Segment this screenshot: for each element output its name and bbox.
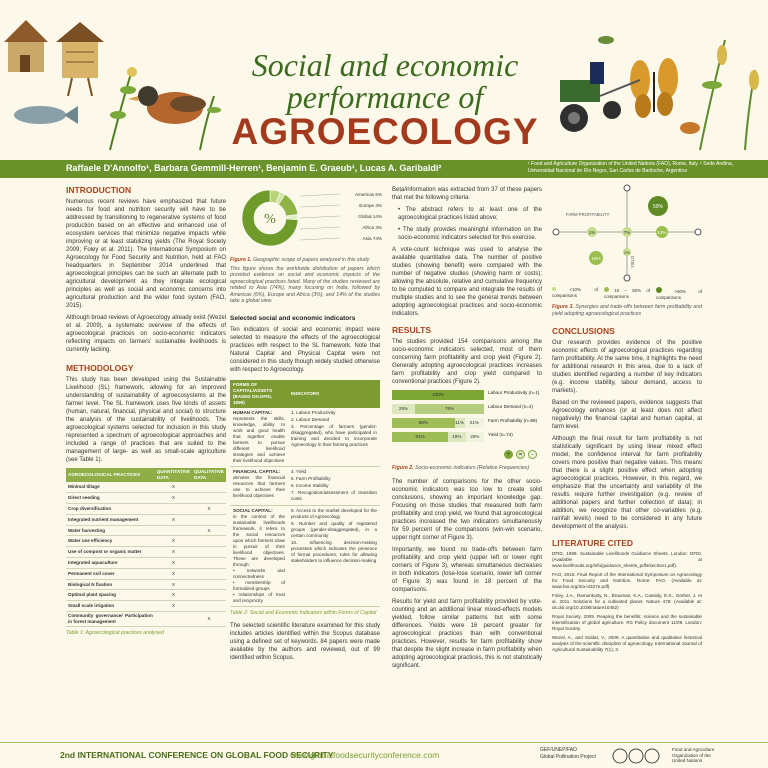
table-row (230, 466, 380, 505)
title-main: AGROECOLOGY (231, 111, 539, 152)
table-1-caption: Table 1: Agroecological practices analysed (66, 630, 164, 637)
legend-connector (300, 238, 340, 240)
figure-3-caption-label: Figure 3. (552, 304, 574, 310)
fig3-axis-right-marker (695, 229, 701, 235)
figure-2-bars (392, 390, 542, 462)
capital-bullet: • relationships of trust and reciprocity (233, 591, 285, 603)
practice-name: Crop diversification (66, 504, 155, 515)
table-row (66, 525, 226, 536)
figure-3-caption-text: Synergies and trade-offs between farm profitability and yield adopting agroecological practices (552, 304, 702, 317)
capital-name: HUMAN CAPITAL: (233, 409, 273, 415)
practices-table (66, 468, 226, 627)
indicators-header-capital: FORMS OF CAPITAL/ASSETS (BASED ON DFID, 1999) (230, 380, 288, 408)
results-paragraph-1: The studies provided 154 comparisons among the socio-economic indicators selected, most of them concerning farm profitability and crop yield (Figure 2). Generally adopting agroecological practices increases farm profitability and crop yield compared to conventional practices (Figure 2). (392, 339, 542, 385)
practice-name: Optimal plant spacing (66, 590, 155, 601)
practice-quant-mark (155, 612, 192, 627)
legend-entry: Global 14% (358, 214, 382, 219)
indicator-item: 1. Labour Productivity (291, 409, 336, 415)
intro-heading: INTRODUCTION (66, 185, 132, 195)
conclusions-paragraph-1: Our research provides evidence of the positive economic effects of agroecological practices regarding farm profitability. At the same time, it highlights the need for additional research in this area, due to a lack of studies identified regarding a number of key indicators (e.g. income stability, labour demand, access to markets). (552, 340, 702, 394)
indicators-paragraph-2: The selected scientific literature examined for this study includes articles identified within the Scopus database using a defined set of keywords. 84 papers were made available by the authors and reviewed, out of 99 identified within Scopus. (230, 623, 380, 661)
legend-connector (300, 216, 340, 218)
capital-description: in the context of the sustainable livelihoods framework, it refers to the social resources upon which farmers draw in pursuit of their livelihood objectives. These are developed through: (233, 513, 285, 567)
indicators-header-indicators: INDICATORS (288, 380, 380, 408)
bar-segment: 61% (392, 432, 448, 442)
affiliations: ¹ Food and Agriculture Organization of the United Nations (FAO), Rome, Italy. ² Sede Andina, Universidad Nacional de Río Negro, San Carlos de Bariloche, Argentina (528, 161, 734, 174)
figure-1-caption-title: Geographic scope of papers analyzed in this study (253, 257, 370, 263)
practices-header-name: AGROECOLOGICAL PRACTICES (66, 468, 155, 482)
table-2-caption: Table 2: Social and Economic Indicators within Forms of Capital (230, 609, 377, 616)
methodology-heading: METHODOLOGY (66, 363, 134, 373)
practice-quant-mark: X (155, 590, 192, 601)
header-banner (0, 0, 768, 160)
indicator-item: 7. Recognition/assessment of transition costs (291, 489, 377, 501)
figure-2-caption-text: Socio-economic indicators (Relative Frequencies) (415, 465, 530, 471)
indicator-item: 2. Labour Demand (291, 416, 330, 422)
practice-qual-mark: X (192, 525, 226, 536)
reference-item: Wezel, A., and Soldat, V., 2009. A quantitative and qualitative historical analysis of the scientific discipline of agroecology. International Journal of Agricultural Sustainability 7(1), 3. (552, 635, 702, 652)
donut-center-label: % (264, 212, 276, 227)
practice-quant-mark: X (155, 547, 192, 558)
intro-paragraph-1: Numerous recent reviews have emphasized that future needs for food and nutrition security will have to be addressed by transitioning to regenerative systems of food production based on an effective and enhanced use of ecosystem services that minimize negative impacts while improving or at least stabilizing yields (The Royal Society 2009; Foley et al. 2011). The International Symposium on Agroecology for Food Security and Nutrition, held at FAO headquarters in September 2014 underlined that agroecological principles can be such an alternate path to agricultural development as they integrate ecological principles as well as social and economic concerns into agricultural production and the wider food system (FAO, 2015). (66, 199, 226, 309)
capital-name: FINANCIAL CAPITAL: (233, 468, 281, 474)
unep-logo-icon (629, 749, 643, 763)
authors: Raffaele D'Annolfo¹, Barbara Gemmill-Herren¹, Benjamin E. Graeub¹, Lucas A. Garibaldi² (66, 163, 442, 173)
indicator-cell (288, 466, 380, 505)
table-row (66, 536, 226, 547)
results-paragraph-3: Importantly, we found no trade-offs between farm profitability and crop yield (upper left or lower right corners of Figure 3), whereas simultaneous decreases in both indicators (lose-lose scenario, lower left corner of Figure 3) was found in 18 percent of the comparisons. (392, 546, 542, 593)
reference-item: DFID, 1999. Sustainable Livelihoods Guidance Sheets. London: DFID. (Available at www.livelihoods.org/info/guidance_sheets_pdfs/section1.pdf). (552, 551, 702, 568)
table-row (66, 568, 226, 579)
fig3-lower-center-value: 2% (624, 250, 630, 255)
bar-segment: 68% (392, 418, 455, 428)
indicator-item: 9. Number and quality of registered groups (gender-disaggregated), in a certain community (291, 520, 377, 538)
fig3-lower-left-value: 18% (591, 256, 601, 261)
fig3-center-value: 7% (623, 230, 631, 235)
capital-description: represents the skills, knowledge, ability to work and good health that together enable farmers to pursue different livelihood strategies and achieve their livelihood objectives (233, 415, 285, 463)
reference-item: Foley, J.A., Ramankutty, N., Brauman, K.A., Cassidy, E.S., Gerber, J. et al. 2011. Solutions for a cultivated planet. Nature 478: (Available at: dx.doi.org/10.1038/nature10452) (552, 593, 702, 610)
table-row (66, 601, 226, 612)
fig3-right-value: 13% (657, 230, 667, 235)
figure-1-caption-text: This figure shows the worldwide distribution of papers which provided evidence on social and economic impacts of the agroecological practices listed. Many of the studies reviewed are related to Asia (74%), many focusing on India, followed by Americas (6%), Europe and Africa (3%), and 14% of the studies take a global view. (230, 265, 380, 304)
legend-icon: = (516, 450, 525, 459)
table-row (66, 558, 226, 569)
practice-qual-mark (192, 601, 226, 612)
practice-name: Small scale irrigation (66, 601, 155, 612)
fig3-legend-large (656, 287, 702, 300)
bar-segment: 100% (392, 390, 484, 400)
practice-quant-mark: X (155, 579, 192, 590)
figure-1-caption (230, 257, 380, 264)
side-print-strip (705, 560, 713, 740)
legend-connector (300, 227, 340, 229)
legend-icon: + (504, 450, 513, 459)
criteria-intro: Beta/information was extracted from 37 of these papers that met the following criteria: (392, 187, 542, 201)
fig3-legend-small (552, 287, 598, 300)
capital-cell (230, 505, 288, 606)
practice-quant-mark: X (155, 493, 192, 504)
legend-icon: - (528, 450, 537, 459)
practice-qual-mark (192, 514, 226, 525)
practice-name: Minimal tillage (66, 482, 155, 493)
table-row (66, 579, 226, 590)
bar-label: Labour Productivity (n=1) (488, 390, 540, 395)
legend-entry: Asia 74% (362, 236, 382, 241)
author-bar (0, 160, 768, 178)
practice-qual-mark (192, 568, 226, 579)
fig3-upper-right-value: 59% (652, 204, 664, 210)
bar-label: Farm Profitability (n=59) (488, 418, 538, 423)
practice-quant-mark: X (155, 568, 192, 579)
conclusions-paragraph-3: Although the final result for farm profitability is not statistically significant by using linear mixed effect model, the confidence interval for farm profitability covers more positive than negative values. This means that there is a slight positive effect when adopting agroecological practices. However, in this regard, we emphasize that the uncertainty and variability of the results require further investigation (e.g. review of additional papers and further collection of data); in addition, we recognize that other co-variables (e.g. rainfall levels) need to be considered in any future development of the analysis. (552, 436, 702, 530)
figure-1-caption-label: Figure 1. (230, 257, 252, 263)
butterfly-illustration (630, 58, 678, 118)
gef-logo-icon (613, 749, 627, 763)
fig3-legend-large-text: >50% of comparisons (656, 289, 702, 300)
capital-description: denotes the financial resources that farmers use to achieve their livelihood objectives (233, 474, 285, 498)
column-1 (66, 186, 226, 637)
beehive-illustration (56, 22, 104, 96)
crops-illustration (598, 36, 759, 150)
reference-item: FAO, 2015. Final Report of the International Symposium on Agroecology for Food Security and Nutrition. Rome: FAO. (Available at: www.fao.org/3/a-i4327e.pdf) (552, 572, 702, 589)
indicator-cell (288, 408, 380, 467)
practice-qual-mark (192, 493, 226, 504)
fao-name: Food and Agriculture Organization of the United Nations (672, 747, 715, 763)
practice-name: Water use efficiency (66, 536, 155, 547)
table-row (66, 482, 226, 493)
table-row (66, 504, 226, 515)
bar-segment: 25% (392, 404, 415, 414)
tractor-illustration (560, 62, 640, 132)
practice-quant-mark: X (155, 558, 192, 569)
criteria-bullet-1: • The abstract refers to at least one of the agroecological practices listed above; (398, 207, 542, 221)
fig3-legend-medium (604, 287, 650, 300)
practice-qual-mark (192, 536, 226, 547)
results-heading: RESULTS (392, 325, 432, 335)
practice-name: Integrated aquaculture (66, 558, 155, 569)
fig3-legend-medium-text: 10 – 50% of comparisons (604, 288, 650, 299)
indicator-item: 8. Access to the market developed for the products of Agroecology (291, 507, 377, 519)
capital-name: SOCIAL CAPITAL: (233, 507, 273, 513)
bar-label: Yield (n=74) (488, 432, 513, 437)
criteria-bullet-2: • The study provides meaningful information on the socio-economic indicators selected for this exercise. (398, 227, 542, 241)
practice-qual-mark (192, 547, 226, 558)
gef-project-note: GEF/UNEP/FAO Global Pollination Project (540, 747, 596, 760)
table-row (230, 505, 380, 606)
practice-qual-mark (192, 579, 226, 590)
fig3-y-axis-label: YIELD (630, 255, 635, 268)
literature-list (552, 551, 702, 653)
criteria-bullet-1-text: The abstract refers to at least one of the agroecological practices listed above; (398, 207, 542, 221)
figure-1-legend (342, 190, 382, 245)
legend-entry: Americas 6% (354, 192, 382, 197)
title-line-2: performance of (286, 79, 484, 115)
fig3-axis-top-marker (624, 185, 630, 191)
indicator-item: 4. Yield (291, 468, 307, 474)
partner-logos (612, 747, 660, 765)
practice-name: Permanent soil cover (66, 568, 155, 579)
conclusions-paragraph-2: Based on the reviewed papers, evidence suggests that Agroecology enhances (or at least does not affect negatively) the financial capital and human capital, at farm level. (552, 400, 702, 430)
column-3 (392, 186, 542, 674)
practice-qual-mark (192, 558, 226, 569)
criteria-bullet-2-text: The study provides meaningful information on the socio-economic indicators selected for this exercise. (398, 227, 542, 241)
bar-segment: 11% (455, 418, 465, 428)
column-4 (552, 182, 702, 656)
title-line-1: Social and economic (251, 47, 519, 83)
figure-3-legend (552, 287, 702, 300)
fig3-axis-left-marker (553, 229, 559, 235)
indicators-paragraph-1: Ten indicators of social and economic impact were selected to measure the effects of the agroecological practices with respect to the SL framework. Note that Natural Capital and Physical Capital were not considered in this study though widely studied otherwise with respect to Agroecology. (230, 326, 380, 373)
fish-illustration (14, 106, 78, 124)
legend-entry: Europe 3% (359, 203, 382, 208)
practice-quant-mark: X (155, 536, 192, 547)
methodology-paragraph: This study has been developed using the Sustainable Livelihood (SL) framework, allowing for an improved understanding of sustainability of agroecosystems at the farmer level. The SL framework uses five kinds of assets (human, natural, financial, physical and social) to structure the analysis of the sustainability of livelihoods. The agroecological systems selected for inclusion in this study represented a spectrum of agroecological approaches and included a range of practices that are suited to the management of large- as well as small-scale agriculture (see Table 1). (66, 377, 226, 463)
capital-cell (230, 408, 288, 467)
practice-quant-mark: X (155, 601, 192, 612)
footer (0, 742, 768, 768)
farmhouse-illustration (4, 20, 48, 72)
legend-entry: Africa 3% (362, 225, 382, 230)
practice-name: Community governance/ Participation in forest management (66, 612, 155, 627)
fig3-axis-bottom-marker (624, 275, 630, 281)
practice-qual-mark: X (192, 504, 226, 515)
capital-bullet: • membership of formalized groups (233, 579, 285, 591)
practice-name: Water harvesting (66, 525, 155, 536)
bar-segment: 19% (448, 432, 465, 442)
practice-name: Use of compost or organic matter (66, 547, 155, 558)
results-paragraph-4: Results for yield and farm profitability provided by vote-counting and an additional linear mixed-effects models yielded, follow similar patterns but with some differences. Yields were 16 percent greater for agroecological practices than with conventional practices. However, results for farm profitability show that despite the slight increase in farm profitability when adopting agroecological practices, this is not statistically significant. (392, 598, 542, 669)
table-row (66, 590, 226, 601)
literature-heading: LITERATURE CITED (552, 538, 634, 548)
bar-label: Labour Demand (n=4) (488, 404, 534, 409)
intro-paragraph-2: Although broad reviews of Agroecology already exist (Wezel et al. 2009), a systematic overview of the effects of agroecological practices on socio-economic indicators reflecting impacts on farmers' sustainable livelihoods is currently lacking. (66, 315, 226, 353)
indicator-item: 5. Farm Profitability (291, 475, 331, 481)
indicator-item: 3. Percentage of farmers (gender-disaggregated), who have participated in training and decided to incorporate Agroecology in their farming practices (291, 423, 377, 447)
figure-3-diagram (552, 182, 702, 282)
practice-quant-mark (155, 504, 192, 515)
practice-name: Biological N fixation (66, 579, 155, 590)
results-paragraph-2: The number of comparisons for the other socio-economic indicators was too low to create solid conclusions, showing an important knowledge gap. Focusing on those studies that measured both farm profitability and crop yield, we found that agroecological practices increased the two indicators simultaneously for 59 percent of the comparisons (win-win scenario, upper right corner of Figure 3). (392, 478, 542, 541)
practices-header-qual: QUALITATIVE DATA (194, 469, 224, 480)
capital-bullet: • networks and connectedness (233, 567, 285, 579)
vote-count-paragraph: A vote-count technique was used to analyse the available quantitative data. The number of positive studies (showing benefit) were compared with the number of negative studies (showing harm or costs); allowing the absolute, relative and cumulative frequency to be computed to compare and integrate the results of multiple studies and to see the general trends between adopting agroecological practices and socio-economic indicators. (392, 247, 542, 317)
indicators-heading: Selected social and economic indicators (230, 314, 356, 322)
table-row (66, 514, 226, 525)
bar-segment: 21% (465, 418, 484, 428)
bar-segment: 75% (415, 404, 484, 414)
indicator-item: 6. Income Stability (291, 482, 329, 488)
practices-header-quant: QUANTITATIVE DATA (156, 469, 191, 480)
capital-cell (230, 466, 288, 505)
legend-connector (300, 194, 340, 196)
table-row (66, 493, 226, 504)
bar-segment: 20% (466, 432, 484, 442)
fao-logo-icon (645, 749, 659, 763)
conclusions-heading: CONCLUSIONS (552, 326, 615, 336)
indicators-table (230, 380, 380, 607)
conference-name: 2nd INTERNATIONAL CONFERENCE ON GLOBAL FOOD SECURITY (60, 750, 334, 760)
fig3-left-value: 1% (588, 230, 596, 235)
legend-connector (300, 205, 340, 207)
figure-3-caption (552, 304, 702, 317)
figure-2-caption-label: Figure 2. (392, 465, 414, 471)
fig3-x-axis-label: FARM PROFITABILITY (566, 212, 610, 217)
table-row (66, 612, 226, 627)
practice-name: Direct seeding (66, 493, 155, 504)
fig3-legend-small-text: <10% of comparisons (552, 287, 598, 298)
indicator-cell (288, 505, 380, 606)
practice-quant-mark: X (155, 514, 192, 525)
conference-url[interactable]: www.globalfoodsecurityconference.com (290, 750, 440, 760)
practice-name: Integrated nutrient management (66, 514, 155, 525)
indicator-item: 10. Influencing decision-making processes which indicates the presence of formal procedures, rules for allowing stakeholders to influence decision-making (291, 539, 377, 563)
figure-2-caption (392, 465, 542, 472)
practice-qual-mark (192, 590, 226, 601)
reference-item: Royal Society. 2009. Reaping the benefits: science and the sustainable intensification of global agriculture. RS Policy document 11/09. London: Royal Society. (552, 614, 702, 631)
practice-quant-mark: X (155, 482, 192, 493)
practice-quant-mark (155, 525, 192, 536)
bird-illustration (128, 86, 206, 124)
table-row (66, 547, 226, 558)
practice-qual-mark (192, 482, 226, 493)
column-2 (230, 186, 380, 666)
table-row (230, 408, 380, 467)
practice-qual-mark: X (192, 612, 226, 627)
